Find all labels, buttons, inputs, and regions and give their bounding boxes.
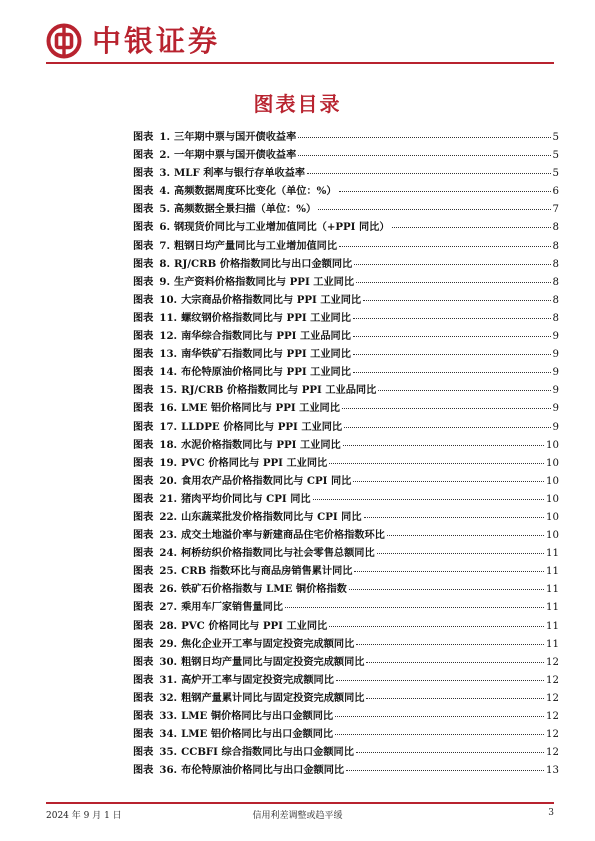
toc-entry-label: 图表	[133, 402, 154, 415]
toc-entry-label: 图表	[133, 330, 154, 343]
toc-entry-number: 2.	[159, 149, 171, 162]
toc-entry-page: 10	[546, 439, 559, 451]
toc-entry[interactable]	[133, 418, 559, 436]
toc-entry[interactable]	[133, 544, 559, 562]
bank-of-china-logo-icon	[46, 23, 82, 59]
toc-entry-label: 图表	[133, 710, 154, 722]
toc-entry-number: 31.	[159, 673, 178, 686]
toc-entry-number: 14.	[159, 366, 178, 379]
toc-entry-label: 图表	[133, 456, 154, 469]
toc-entry-page: 7	[552, 204, 559, 216]
toc-entry-page: 8	[552, 240, 559, 252]
toc-entry-label: 图表	[133, 492, 154, 505]
toc-dot-leader	[364, 517, 544, 518]
toc-entry-title: PVC 价格同比与 PPI 工业同比	[181, 456, 328, 469]
toc-entry-title: 水泥价格指数同比与 PPI 工业同比	[181, 438, 341, 451]
toc-dot-leader	[392, 227, 551, 228]
toc-dot-leader	[307, 173, 550, 174]
toc-entry-page: 6	[552, 186, 559, 198]
toc-entry[interactable]	[133, 237, 559, 255]
toc-entry-page: 10	[546, 475, 559, 487]
toc-dot-leader	[356, 644, 544, 645]
toc-entry[interactable]	[133, 164, 559, 182]
toc-entry-label: 图表	[133, 565, 154, 578]
toc-dot-leader	[342, 408, 551, 409]
toc-entry[interactable]	[133, 345, 559, 363]
toc-entry-title: LLDPE 价格同比与 PPI 工业同比	[181, 420, 343, 433]
toc-entry-label: 图表	[133, 275, 154, 288]
toc-dot-leader	[349, 589, 544, 590]
toc-entry[interactable]	[133, 146, 559, 164]
toc-entry-label: 图表	[133, 221, 154, 234]
toc-entry[interactable]	[133, 182, 559, 200]
toc-entry-number: 7.	[159, 239, 171, 252]
toc-dot-leader	[353, 336, 551, 337]
toc-entry[interactable]	[133, 761, 559, 779]
toc-entry-number: 23.	[159, 529, 178, 542]
toc-dot-leader	[387, 535, 544, 536]
toc-entry-page: 9	[552, 331, 559, 343]
toc-entry-title: 焦化企业开工率与固定投资完成额同比	[181, 637, 355, 650]
toc-entry-title: 猪肉平均价同比与 CPI 同比	[181, 492, 311, 505]
toc-entry-title: 生产资料价格指数同比与 PPI 工业同比	[174, 275, 355, 288]
toc-entry-page: 12	[546, 656, 559, 668]
toc-entry-number: 9.	[159, 275, 171, 288]
toc-entry-number: 21.	[159, 492, 178, 505]
toc-dot-leader	[353, 354, 551, 355]
toc-entry-title: 南华综合指数同比与 PPI 工业品同比	[181, 330, 351, 343]
toc-dot-leader	[336, 680, 544, 681]
toc-entry-title: 铁矿石价格指数与 LME 铜价格指数	[181, 583, 347, 596]
toc-entry[interactable]	[133, 309, 559, 327]
toc-entry-title: LME 铝价格同比与 PPI 工业同比	[181, 402, 340, 415]
toc-entry-number: 1.	[159, 131, 171, 143]
toc-dot-leader	[353, 372, 551, 373]
toc-entry-number: 15.	[159, 384, 178, 397]
toc-entry-page: 10	[546, 530, 559, 542]
toc-entry-page: 5	[552, 168, 559, 180]
toc-dot-leader	[354, 264, 550, 265]
toc-entry-title: 食用农产品价格指数同比与 CPI 同比	[181, 474, 352, 487]
toc-entry-number: 26.	[159, 583, 178, 596]
toc-entry[interactable]	[133, 725, 559, 743]
toc-entry[interactable]	[133, 436, 559, 454]
toc-entry[interactable]	[133, 273, 559, 291]
toc-entry-title: 乘用车厂家销售量同比	[181, 601, 283, 614]
toc-entry[interactable]	[133, 580, 559, 598]
footer-report-title: 信用利差调整或趋平缓	[252, 811, 343, 821]
toc-entry-label: 图表	[133, 384, 154, 397]
toc-dot-leader	[344, 427, 550, 428]
toc-dot-leader	[353, 481, 544, 482]
toc-entry-label: 图表	[133, 637, 154, 650]
toc-entry-label: 图表	[133, 655, 154, 668]
toc-entry[interactable]	[133, 490, 559, 508]
toc-entry-page: 12	[546, 747, 559, 759]
toc-entry-title: 布伦特原油价格同比与出口金额同比	[181, 764, 345, 777]
toc-entry-label: 图表	[133, 348, 154, 361]
toc-entry-label: 图表	[133, 673, 154, 686]
toc-entry[interactable]	[133, 671, 559, 689]
toc-entry[interactable]	[133, 526, 559, 544]
toc-entry-number: 32.	[159, 691, 178, 704]
toc-dot-leader	[354, 571, 544, 572]
toc-entry-label: 图表	[133, 311, 154, 324]
toc-entry-page: 9	[552, 349, 559, 361]
toc-entry-title: 布伦特原油价格同比与 PPI 工业同比	[181, 366, 351, 379]
toc-entry-title: LME 铝价格同比与出口金额同比	[181, 728, 334, 741]
toc-entry-title: 钢现货价同比与工业增加值同比（+PPI 同比）	[174, 221, 390, 234]
toc-entry-label: 图表	[133, 691, 154, 704]
toc-dot-leader	[285, 607, 544, 608]
toc-entry-number: 13.	[159, 348, 178, 361]
toc-entry-label: 图表	[133, 257, 154, 270]
toc-dot-leader	[335, 734, 544, 735]
toc-dot-leader	[346, 770, 544, 771]
toc-entry-title: 三年期中票与国开债收益率	[174, 131, 297, 143]
toc-entry-page: 11	[546, 638, 559, 650]
toc-entry-label: 图表	[133, 131, 154, 143]
toc-entry-label: 图表	[133, 167, 154, 180]
toc-entry[interactable]	[133, 200, 559, 218]
toc-entry-page: 11	[546, 602, 559, 614]
toc-entry-title: MLF 利率与银行存单收益率	[174, 167, 306, 180]
toc-entry-number: 17.	[159, 420, 178, 433]
toc-dot-leader	[318, 209, 550, 210]
toc-entry-title: 一年期中票与国开债收益率	[174, 149, 297, 162]
toc-entry-label: 图表	[133, 293, 154, 306]
toc-dot-leader	[377, 553, 544, 554]
toc-entry[interactable]	[133, 291, 559, 309]
toc-entry-title: 螺纹钢价格指数同比与 PPI 工业同比	[181, 311, 351, 324]
toc-entry-title: 粗钢日均产量同比与工业增加值同比	[174, 239, 338, 252]
toc-entry[interactable]	[133, 743, 559, 761]
toc-entry-number: 16.	[159, 402, 178, 415]
toc-entry-number: 34.	[159, 728, 178, 741]
toc-entry-page: 12	[546, 674, 559, 686]
toc-dot-leader	[313, 499, 544, 500]
toc-dot-leader	[378, 390, 550, 391]
toc-dot-leader	[343, 445, 544, 446]
toc-entry-label: 图表	[133, 746, 154, 759]
toc-entry-label: 图表	[133, 185, 154, 198]
brand-name: 中银证券	[92, 24, 221, 58]
toc-entry-label: 图表	[133, 149, 154, 162]
toc-entry-page: 10	[546, 457, 559, 469]
toc-entry-number: 6.	[159, 221, 171, 234]
toc-entry-number: 5.	[159, 203, 171, 216]
toc-entry[interactable]	[133, 255, 559, 273]
toc-entry[interactable]	[133, 327, 559, 345]
toc-entry[interactable]	[133, 363, 559, 381]
toc-entry[interactable]	[133, 707, 559, 725]
toc-entry-page: 9	[552, 367, 559, 379]
toc-entry-page: 9	[552, 421, 559, 433]
toc-entry-label: 图表	[133, 619, 154, 632]
toc-dot-leader	[329, 463, 544, 464]
footer-date: 2024 年 9 月 1 日	[46, 811, 122, 821]
toc-entry-title: CCBFI 综合指数同比与出口金额同比	[181, 746, 354, 759]
toc-entry-label: 图表	[133, 764, 154, 777]
toc-entry-page: 9	[552, 385, 559, 397]
toc-entry-page: 13	[546, 765, 559, 777]
toc-dot-leader	[363, 300, 550, 301]
toc-dot-leader	[356, 752, 544, 753]
toc-entry-title: 高频数据全景扫描（单位：%）	[174, 203, 317, 216]
toc-entry-title: 大宗商品价格指数同比与 PPI 工业同比	[181, 293, 362, 306]
toc-entry-number: 28.	[159, 619, 178, 632]
toc-entry-label: 图表	[133, 239, 154, 252]
toc-entry-number: 3.	[159, 167, 171, 180]
page-header	[46, 22, 220, 60]
toc-entry-number: 29.	[159, 637, 178, 650]
toc-entry-label: 图表	[133, 420, 154, 433]
toc-dot-leader	[329, 626, 544, 627]
toc-entry-page: 8	[552, 312, 559, 324]
toc-entry-title: LME 铜价格同比与出口金额同比	[181, 710, 334, 722]
toc-entry-title: 柯桥纺织价格指数同比与社会零售总额同比	[181, 547, 375, 560]
toc-entry-number: 33.	[159, 710, 178, 722]
toc-entry-number: 20.	[159, 474, 178, 487]
toc-dot-leader	[298, 137, 550, 138]
toc-entry-page: 11	[546, 566, 559, 578]
toc-entry-title: RJ/CRB 价格指数同比与 PPI 工业品同比	[181, 384, 377, 397]
toc-entry[interactable]	[133, 635, 559, 653]
toc-entry-number: 22.	[159, 510, 178, 523]
toc-entry-number: 30.	[159, 655, 178, 668]
footer-divider	[46, 802, 554, 804]
toc-dot-leader	[339, 246, 551, 247]
toc-entry[interactable]	[133, 454, 559, 472]
toc-entry-label: 图表	[133, 529, 154, 542]
toc-entry-label: 图表	[133, 438, 154, 451]
toc-entry-number: 12.	[159, 330, 178, 343]
toc-entry-label: 图表	[133, 728, 154, 741]
toc-entry-label: 图表	[133, 474, 154, 487]
toc-entry-page: 11	[546, 548, 559, 560]
toc-dot-leader	[339, 191, 551, 192]
toc-entry-page: 11	[546, 620, 559, 632]
toc-entry-number: 18.	[159, 438, 178, 451]
toc-entry-label: 图表	[133, 601, 154, 614]
toc-entry-label: 图表	[133, 547, 154, 560]
toc-entry-number: 27.	[159, 601, 178, 614]
toc-entry-number: 24.	[159, 547, 178, 560]
page-title: 图表目录	[253, 92, 342, 116]
toc-entry-page: 10	[546, 511, 559, 523]
toc-entry-title: PVC 价格同比与 PPI 工业同比	[181, 619, 328, 632]
table-of-figures	[133, 128, 559, 779]
toc-entry[interactable]	[133, 653, 559, 671]
toc-entry[interactable]	[133, 689, 559, 707]
toc-entry[interactable]	[133, 218, 559, 236]
toc-entry-page: 12	[546, 692, 559, 704]
toc-dot-leader	[353, 318, 551, 319]
toc-entry[interactable]	[133, 472, 559, 490]
toc-dot-leader	[366, 698, 544, 699]
toc-dot-leader	[366, 662, 544, 663]
toc-dot-leader	[356, 282, 551, 283]
toc-entry-title: 成交土地溢价率与新建商品住宅价格指数环比	[181, 529, 385, 542]
toc-entry-title: RJ/CRB 价格指数同比与出口金额同比	[174, 257, 353, 270]
toc-entry-label: 图表	[133, 366, 154, 379]
toc-entry[interactable]	[133, 399, 559, 417]
toc-entry-page: 12	[546, 711, 559, 722]
toc-entry-number: 36.	[159, 764, 178, 777]
toc-entry-number: 8.	[159, 257, 171, 270]
toc-entry-page: 10	[546, 493, 559, 505]
toc-entry-page: 12	[546, 729, 559, 741]
toc-entry-label: 图表	[133, 510, 154, 523]
toc-entry-title: 高频数据周度环比变化（单位：%）	[174, 185, 337, 198]
toc-dot-leader	[335, 716, 544, 717]
toc-entry-label: 图表	[133, 203, 154, 216]
toc-entry-number: 35.	[159, 746, 178, 759]
toc-entry-page: 8	[552, 276, 559, 288]
toc-entry-page: 8	[552, 294, 559, 306]
toc-entry[interactable]	[133, 508, 559, 526]
toc-entry-number: 11.	[159, 311, 178, 324]
toc-entry[interactable]	[133, 128, 559, 146]
footer-page-number: 3	[548, 808, 554, 818]
header-divider	[46, 62, 554, 64]
toc-entry-page: 8	[552, 258, 559, 270]
toc-entry-page: 8	[552, 222, 559, 234]
toc-entry-page: 5	[552, 132, 559, 143]
toc-entry[interactable]	[133, 617, 559, 635]
toc-entry-title: 高炉开工率与固定投资完成额同比	[181, 673, 334, 686]
toc-entry-title: 粗钢产量累计同比与固定投资完成额同比	[181, 691, 365, 704]
toc-entry-page: 9	[552, 403, 559, 415]
toc-entry[interactable]	[133, 562, 559, 580]
toc-entry[interactable]	[133, 598, 559, 616]
toc-entry-number: 10.	[159, 293, 178, 306]
toc-entry-title: 粗钢日均产量同比与固定投资完成额同比	[181, 655, 365, 668]
toc-entry-page: 11	[546, 584, 559, 596]
toc-entry-number: 4.	[159, 185, 171, 198]
toc-entry-label: 图表	[133, 583, 154, 596]
toc-entry-page: 5	[552, 150, 559, 162]
toc-entry[interactable]	[133, 381, 559, 399]
toc-entry-title: CRB 指数环比与商品房销售累计同比	[181, 565, 353, 578]
toc-dot-leader	[298, 155, 550, 156]
toc-entry-number: 19.	[159, 456, 178, 469]
toc-entry-number: 25.	[159, 565, 178, 578]
toc-entry-title: 山东蔬菜批发价格指数同比与 CPI 同比	[181, 510, 362, 523]
toc-entry-title: 南华铁矿石指数同比与 PPI 工业同比	[181, 348, 351, 361]
